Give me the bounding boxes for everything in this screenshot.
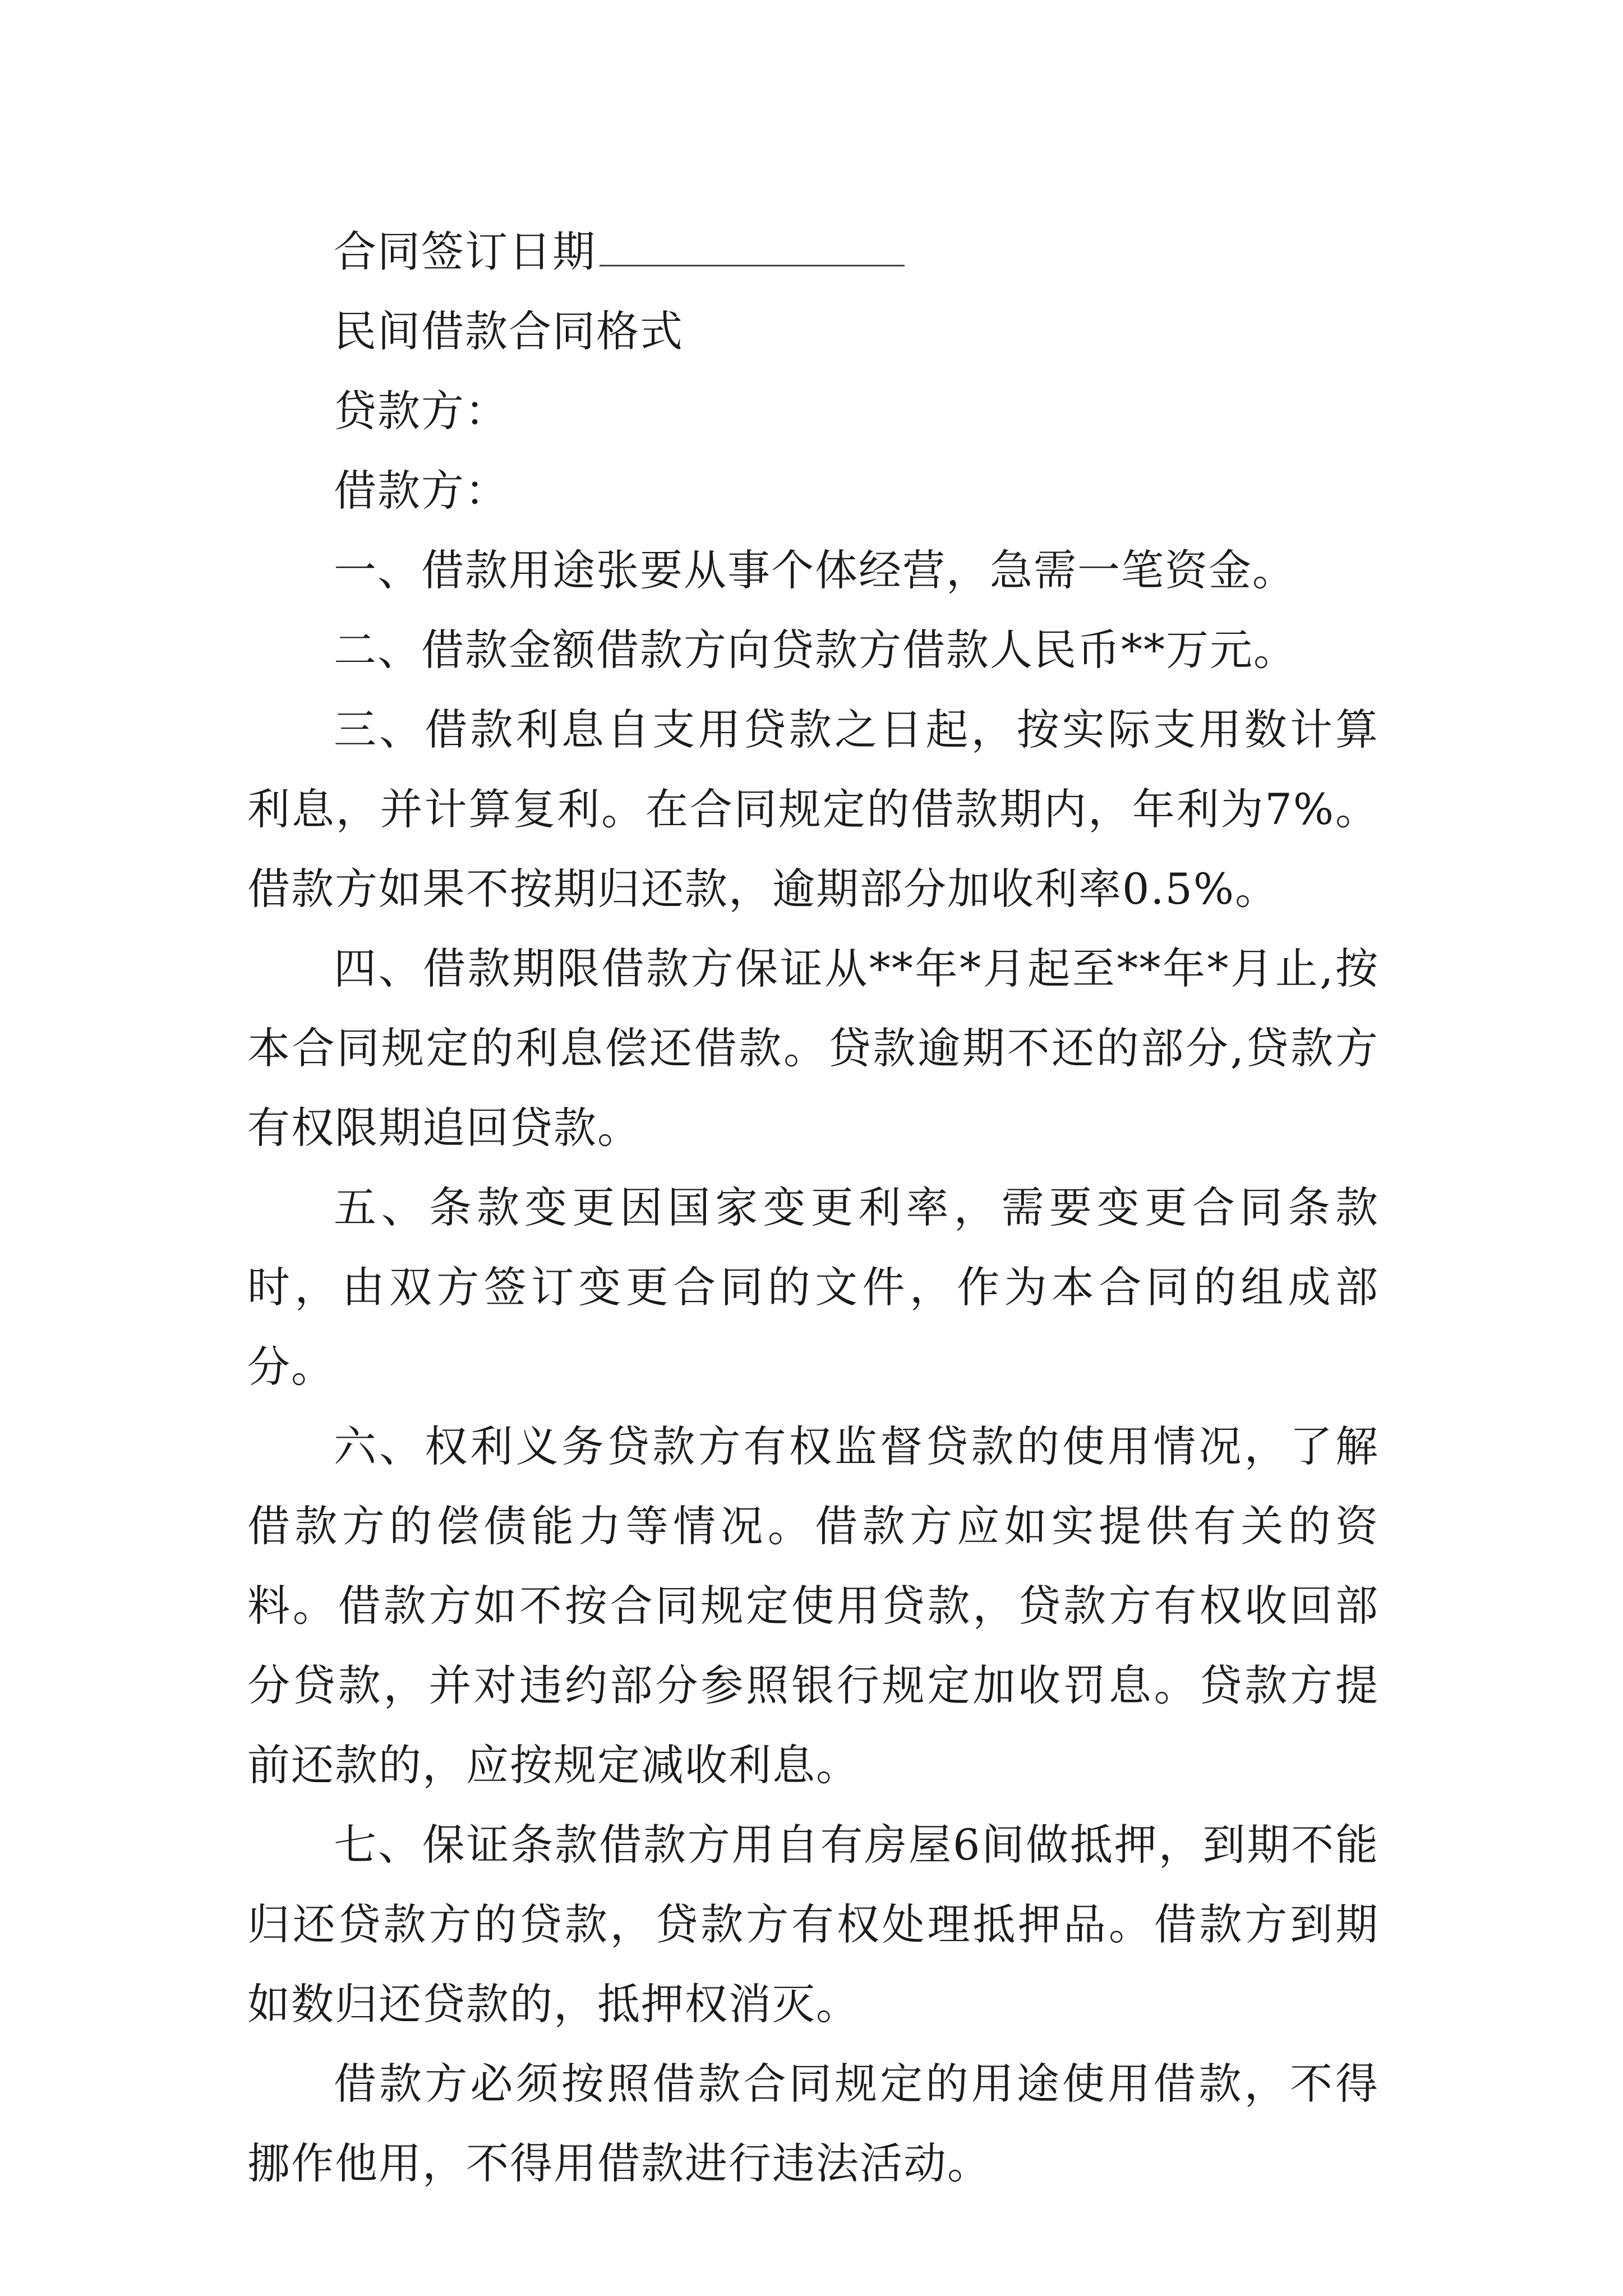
clause-usage: 借款方必须按照借款合同规定的用途使用借款，不得挪作他用，不得用借款进行违法活动。 [247, 2059, 1379, 2188]
lender-label: 贷款方： [334, 386, 509, 436]
clause-6: 六、权利义务贷款方有权监督贷款的使用情况，了解借款方的偿债能力等情况。借款方应如实提供有关的资料。借款方如不按合同规定使用贷款，贷款方有权收回部分贷款，并对违约部分参照银行规定加收罚息。贷款方提前还款的，应按规定减收利息。 [247, 1421, 1379, 1790]
document-title: 民间借款合同格式 [334, 306, 684, 356]
clause-3: 三、借款利息自支用贷款之日起，按实际支用数计算利息，并计算复利。在合同规定的借款期内，年利为7%。借款方如果不按期归还款，逾期部分加收利率0.5%。 [247, 705, 1379, 914]
clause-4: 四、借款期限借款方保证从**年*月起至**年*月止,按本合同规定的利息偿还借款。贷款逾期不还的部分,贷款方有权限期追回贷款。 [247, 944, 1379, 1153]
document-body [247, 212, 1379, 2203]
clause-1: 一、借款用途张要从事个体经营，急需一笔资金。 [334, 545, 1296, 595]
sign-date-line [247, 212, 1379, 292]
clause-5: 五、条款变更因国家变更利率，需要变更合同条款时，由双方签订变更合同的文件，作为本合同的组成部分。 [247, 1182, 1379, 1392]
clause-7: 七、保证条款借款方用自有房屋6间做抵押，到期不能归还贷款方的贷款，贷款方有权处理抵押品。借款方到期如数归还贷款的，抵押权消灭。 [247, 1820, 1379, 2029]
sign-date-blank [600, 265, 905, 266]
clause-2: 二、借款金额借款方向贷款方借款人民币**万元。 [334, 625, 1297, 675]
borrower-label: 借款方： [334, 466, 509, 516]
sign-date-label: 合同签订日期 [334, 227, 596, 277]
